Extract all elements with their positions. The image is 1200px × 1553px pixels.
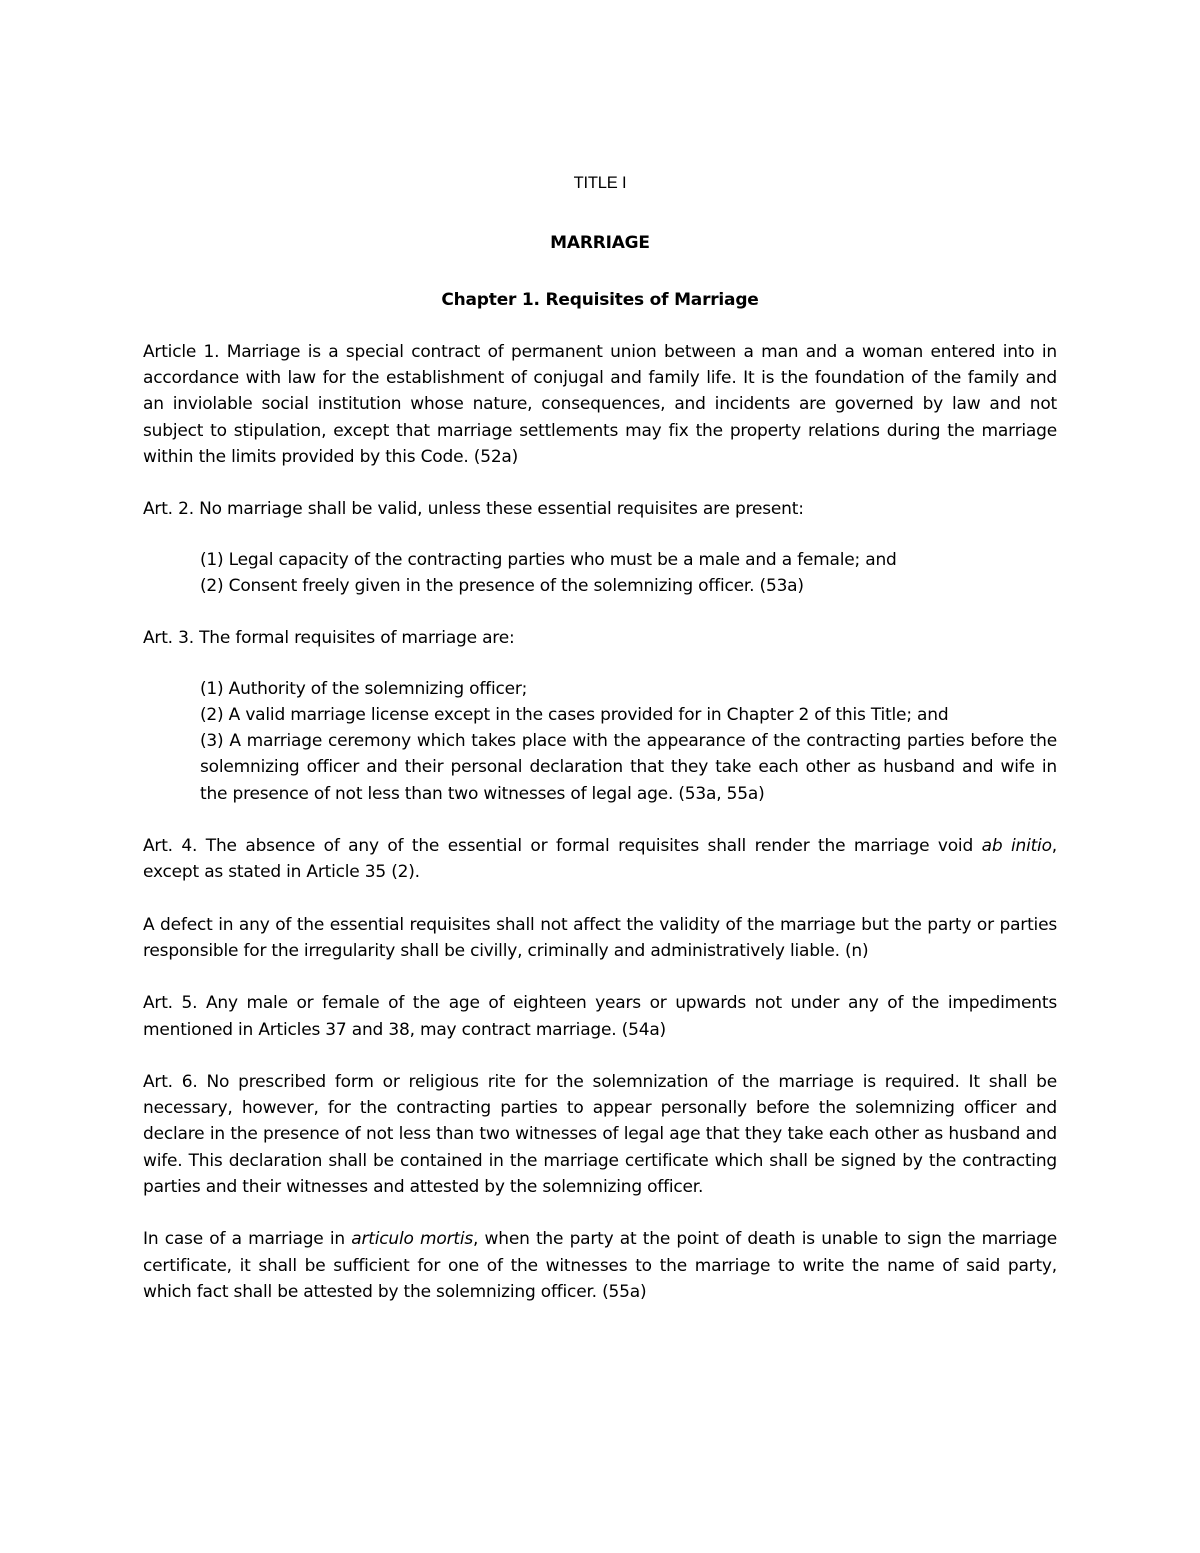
article-3-intro: Art. 3. The formal requisites of marriage are: xyxy=(143,628,515,649)
article-4 xyxy=(143,833,1057,886)
section-heading: MARRIAGE xyxy=(550,233,650,254)
article-2-item-2: (2) Consent freely given in the presence of the solemnizing officer. (53a) xyxy=(200,575,804,596)
title-line: TITLE I xyxy=(573,174,627,192)
article-4-text-after: , except as stated in Article 35 (2). xyxy=(143,836,1057,883)
article-3-item-1: (1) Authority of the solemnizing officer; xyxy=(200,678,528,699)
article-6: Art. 6. No prescribed form or religious rite for the solemnization of the marriage is required. It shall be necessary, however, for the contracting parties to appear personally before the solemnizing officer and declare in the presence of not less than two witnesses of legal age that they take each other as husband and wife. This declaration shall be contained in the marriage certificate which shall be signed by the contracting parties and their witnesses and attested by the solemnizing officer. xyxy=(143,1071,1057,1198)
article-3-item-3: (3) A marriage ceremony which takes place with the appearance of the contracting parties before the solemnizing officer and their personal declaration that they take each other as husband and wife in the presence of not less than two witnesses of legal age. (53a, 55a) xyxy=(200,731,1057,804)
article-1: Article 1. Marriage is a special contract of permanent union between a man and a woman entered into in accordance with law for the establishment of conjugal and family life. It is the foundation of the family and an inviolable social institution whose nature, consequences, and incidents are governed by law and not subject to stipulation, except that marriage settlements may fix the property relations during the marriage within the limits provided by this Code. (52a) xyxy=(143,341,1057,468)
article-2-intro: Art. 2. No marriage shall be valid, unless these essential requisites are present: xyxy=(143,499,804,520)
article-4-text-before: Art. 4. The absence of any of the essential or formal requisites shall render the marriage void xyxy=(143,836,982,857)
article-3-list xyxy=(143,676,1057,807)
article-6-p2-before: In case of a marriage in xyxy=(143,1229,352,1250)
article-6-p2-italic: articulo mortis xyxy=(351,1229,474,1250)
chapter-heading: Chapter 1. Requisites of Marriage xyxy=(441,289,759,310)
article-3-item-2: (2) A valid marriage license except in the cases provided for in Chapter 2 of this Title; and xyxy=(200,704,949,725)
article-2-list xyxy=(143,547,1057,600)
article-6-p2-after: , when the party at the point of death is unable to sign the marriage certificate, it shall be sufficient for one of the witnesses to the marriage to write the name of said party, which fact shall be attested by the solemnizing officer. (55a) xyxy=(143,1229,1058,1302)
article-4-italic: ab initio xyxy=(981,836,1052,857)
article-6-paragraph-2 xyxy=(143,1226,1057,1305)
article-5: Art. 5. Any male or female of the age of eighteen years or upwards not under any of the impediments mentioned in Articles 37 and 38, may contract marriage. (54a) xyxy=(143,993,1057,1040)
article-4-paragraph-2: A defect in any of the essential requisites shall not affect the validity of the marriage but the party or parties responsible for the irregularity shall be civilly, criminally and administratively liable. (n) xyxy=(143,914,1057,961)
article-2-item-1: (1) Legal capacity of the contracting parties who must be a male and a female; and xyxy=(200,549,897,570)
document-body xyxy=(143,170,1057,1331)
